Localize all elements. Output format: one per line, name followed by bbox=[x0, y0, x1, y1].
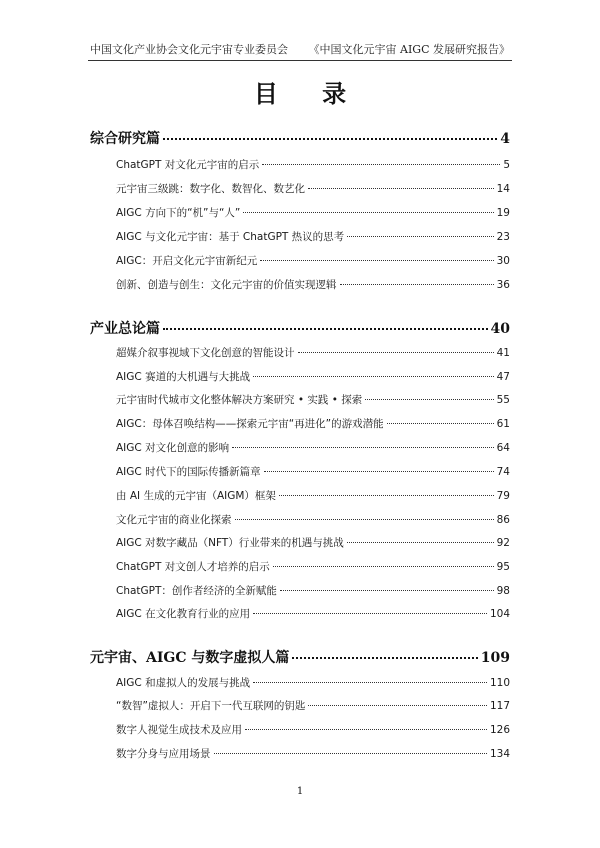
toc-entry[interactable] bbox=[116, 392, 510, 407]
dot-leader bbox=[232, 447, 494, 448]
dot-leader bbox=[214, 753, 487, 754]
entry-title: 超媒介叙事视域下文化创意的智能设计 bbox=[116, 347, 295, 359]
section-title: 元宇宙、AIGC 与数字虚拟人篇 bbox=[90, 650, 290, 666]
toc-section-3[interactable] bbox=[90, 647, 510, 667]
entry-page: 95 bbox=[496, 561, 510, 573]
entry-title: 数字人视觉生成技术及应用 bbox=[116, 724, 242, 736]
section-page: 40 bbox=[490, 321, 510, 337]
dot-leader bbox=[260, 260, 493, 261]
dot-leader bbox=[163, 328, 488, 330]
entry-page: 92 bbox=[496, 537, 510, 549]
toc-entry[interactable] bbox=[116, 157, 510, 172]
entry-page: 104 bbox=[489, 608, 510, 620]
toc-entry[interactable] bbox=[116, 205, 510, 220]
dot-leader bbox=[347, 542, 494, 543]
dot-leader bbox=[365, 399, 493, 400]
dot-leader bbox=[253, 376, 494, 377]
toc-entry[interactable] bbox=[116, 512, 510, 527]
entry-page: 14 bbox=[496, 183, 510, 195]
dot-leader bbox=[280, 590, 494, 591]
entry-title: 数字分身与应用场景 bbox=[116, 748, 211, 760]
toc-section-2[interactable] bbox=[90, 318, 510, 338]
toc-entry[interactable] bbox=[116, 722, 510, 737]
section-page: 4 bbox=[500, 131, 510, 147]
entry-page: 86 bbox=[496, 514, 510, 526]
entry-page: 64 bbox=[496, 442, 510, 454]
entry-page: 30 bbox=[496, 255, 510, 267]
entry-page: 19 bbox=[496, 207, 510, 219]
entry-page: 36 bbox=[496, 279, 510, 291]
toc-entry[interactable] bbox=[116, 229, 510, 244]
dot-leader bbox=[308, 188, 494, 189]
entry-page: 5 bbox=[503, 159, 510, 171]
entry-title: AIGC 时代下的国际传播新篇章 bbox=[116, 466, 261, 478]
entry-title: AIGC 对数字藏品（NFT）行业带来的机遇与挑战 bbox=[116, 537, 344, 549]
dot-leader bbox=[308, 705, 487, 706]
toc-section-1[interactable] bbox=[90, 128, 510, 148]
running-header bbox=[90, 41, 510, 59]
dot-leader bbox=[253, 682, 487, 683]
dot-leader bbox=[279, 495, 494, 496]
dot-leader bbox=[235, 519, 494, 520]
section-title: 产业总论篇 bbox=[90, 321, 160, 337]
entry-title: AIGC：开启文化元宇宙新纪元 bbox=[116, 255, 258, 267]
entry-page: 74 bbox=[496, 466, 510, 478]
page-number: 1 bbox=[296, 786, 304, 797]
entry-page: 47 bbox=[496, 371, 510, 383]
entry-title: “数智”虚拟人：开启下一代互联网的钥匙 bbox=[116, 700, 306, 712]
dot-leader bbox=[298, 352, 494, 353]
entry-page: 110 bbox=[489, 677, 510, 689]
entry-title: AIGC 对文化创意的影响 bbox=[116, 442, 230, 454]
dot-leader bbox=[253, 613, 487, 614]
toc-entry[interactable] bbox=[116, 440, 510, 455]
entry-title: 创新、创造与创生：文化元宇宙的价值实现逻辑 bbox=[116, 279, 337, 291]
toc-entry[interactable] bbox=[116, 559, 510, 574]
dot-leader bbox=[387, 423, 494, 424]
entry-title: AIGC：母体召唤结构——探索元宇宙“再进化”的游戏潜能 bbox=[116, 418, 384, 430]
toc-entry[interactable] bbox=[116, 369, 510, 384]
entry-title: AIGC 赛道的大机遇与大挑战 bbox=[116, 371, 251, 383]
dot-leader bbox=[292, 657, 477, 659]
toc-entry[interactable] bbox=[116, 698, 510, 713]
dot-leader bbox=[243, 212, 493, 213]
entry-title: 元宇宙三级跳：数字化、数智化、数艺化 bbox=[116, 183, 305, 195]
toc-entry[interactable] bbox=[116, 416, 510, 431]
header-rule bbox=[88, 60, 512, 61]
toc-entry[interactable] bbox=[116, 253, 510, 268]
entry-title: 文化元宇宙的商业化探索 bbox=[116, 514, 232, 526]
entry-title: ChatGPT：创作者经济的全新赋能 bbox=[116, 585, 277, 597]
toc-entry[interactable] bbox=[116, 488, 510, 503]
entry-page: 55 bbox=[496, 394, 510, 406]
entry-title: ChatGPT 对文化元宇宙的启示 bbox=[116, 159, 260, 171]
entry-page: 61 bbox=[496, 418, 510, 430]
entry-title: 由 AI 生成的元宇宙（AIGM）框架 bbox=[116, 490, 276, 502]
entry-page: 79 bbox=[496, 490, 510, 502]
dot-leader bbox=[262, 164, 500, 165]
toc-entry[interactable] bbox=[116, 675, 510, 690]
entry-title: ChatGPT 对文创人才培养的启示 bbox=[116, 561, 270, 573]
toc-entry[interactable] bbox=[116, 181, 510, 196]
toc-entry[interactable] bbox=[116, 345, 510, 360]
entry-title: AIGC 与文化元宇宙：基于 ChatGPT 热议的思考 bbox=[116, 231, 345, 243]
dot-leader bbox=[264, 471, 494, 472]
entry-title: 元宇宙时代城市文化整体解决方案研究 • 实践 • 探索 bbox=[116, 394, 363, 406]
toc-entry[interactable] bbox=[116, 583, 510, 598]
entry-title: AIGC 方向下的“机”与“人” bbox=[116, 207, 241, 219]
toc-title: 目 录 bbox=[253, 79, 365, 108]
header-left: 中国文化产业协会文化元宇宙专业委员会 bbox=[90, 43, 288, 56]
dot-leader bbox=[273, 566, 494, 567]
dot-leader bbox=[245, 729, 487, 730]
entry-page: 117 bbox=[489, 700, 510, 712]
toc-entry[interactable] bbox=[116, 535, 510, 550]
entry-page: 126 bbox=[489, 724, 510, 736]
entry-page: 41 bbox=[496, 347, 510, 359]
header-right: 《中国文化元宇宙 AIGC 发展研究报告》 bbox=[308, 43, 510, 56]
entry-page: 23 bbox=[496, 231, 510, 243]
toc-entry[interactable] bbox=[116, 606, 510, 621]
section-title: 综合研究篇 bbox=[90, 131, 160, 147]
entry-title: AIGC 和虚拟人的发展与挑战 bbox=[116, 677, 251, 689]
toc-entry[interactable] bbox=[116, 746, 510, 761]
entry-title: AIGC 在文化教育行业的应用 bbox=[116, 608, 251, 620]
toc-entry[interactable] bbox=[116, 464, 510, 479]
toc-entry[interactable] bbox=[116, 277, 510, 292]
entry-page: 134 bbox=[489, 748, 510, 760]
section-page: 109 bbox=[480, 650, 510, 666]
entry-page: 98 bbox=[496, 585, 510, 597]
dot-leader bbox=[340, 284, 494, 285]
dot-leader bbox=[347, 236, 493, 237]
dot-leader bbox=[163, 138, 497, 140]
